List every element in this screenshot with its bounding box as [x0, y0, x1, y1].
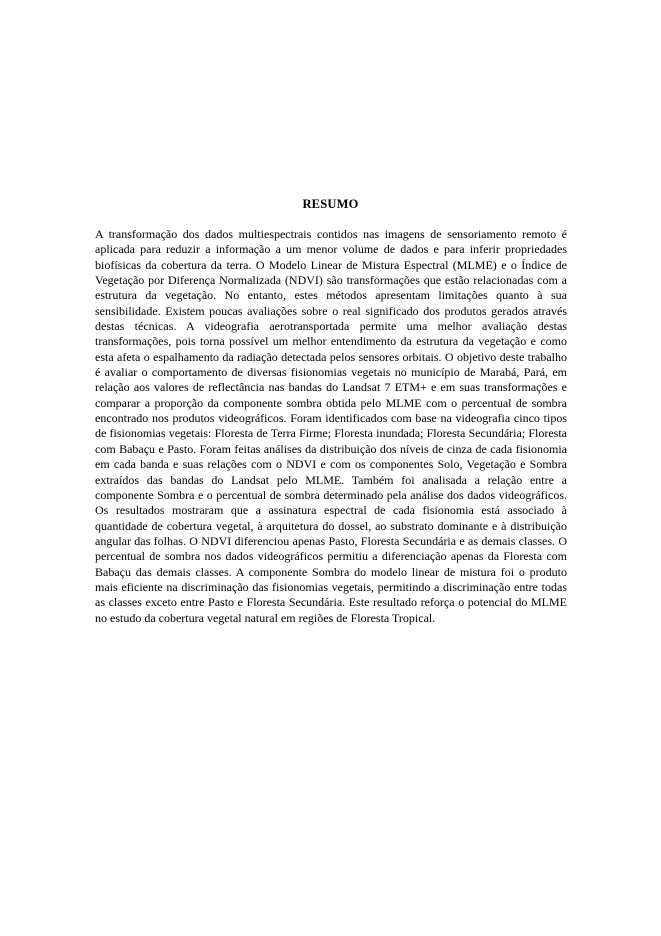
- abstract-paragraph: A transformação dos dados multiespectrais contidos nas imagens de sensoriamento remoto é aplicada para reduzir a informação a um menor volume de dados e para inferir propriedades biofísicas da cobertura da terra. O Modelo Linear de Mistura Espectral (MLME) e o Índice de Vegetação por Diferença Normalizada (NDVI) são transformações que estão relacionadas com a estrutura da vegetação. No entanto, estes métodos apresentam limitações quanto à sua sensibilidade. Existem poucas avaliações sobre o real significado dos produtos gerados através destas técnicas. A videografia aerotransportada permite uma melhor avaliação destas transformações, pois torna possível um melhor entendimento da estrutura da vegetação e como esta afeta o espalhamento da radiação detectada pelos sensores orbitais. O objetivo deste trabalho é avaliar o comportamento de diversas fisionomias vegetais no município de Marabá, Pará, em relação aos valores de reflectância nas bandas do Landsat 7 ETM+ e em suas transformações e comparar a proporção da componente sombra obtida pelo MLME com o percentual de sombra encontrado nos produtos videográficos. Foram identificados com base na videografia cinco tipos de fisionomias vegetais: Floresta de Terra Firme; Floresta inundada; Floresta Secundária; Floresta com Babaçu e Pasto. Foram feitas análises da distribuição dos níveis de cinza de cada fisionomia em cada banda e suas relações com o NDVI e com os componentes Solo, Vegetação e Sombra extraídos das bandas do Landsat pelo MLME. Também foi analisada a relação entre a componente Sombra e o percentual de sombra determinado pela análise dos dados videográficos. Os resultados mostraram que a assinatura espectral de cada fisionomia está associado à quantidade de cobertura vegetal, à arquitetura do dossel, ao substrato dominante e à distribuição angular das folhas. O NDVI diferenciou apenas Pasto, Floresta Secundária e as demais classes. O percentual de sombra nos dados videográficos permitiu a diferenciação apenas da Floresta com Babaçu das demais classes. A componente Sombra do modelo linear de mistura foi o produto mais eficiente na discriminação das fisionomias vegetais, permitindo a discriminação entre todas as classes exceto entre Pasto e Floresta Secundária. Este resultado reforça o potencial do MLME no estudo da cobertura vegetal natural em regiões de Floresta Tropical.: [95, 227, 567, 625]
- section-heading: RESUMO: [302, 197, 359, 211]
